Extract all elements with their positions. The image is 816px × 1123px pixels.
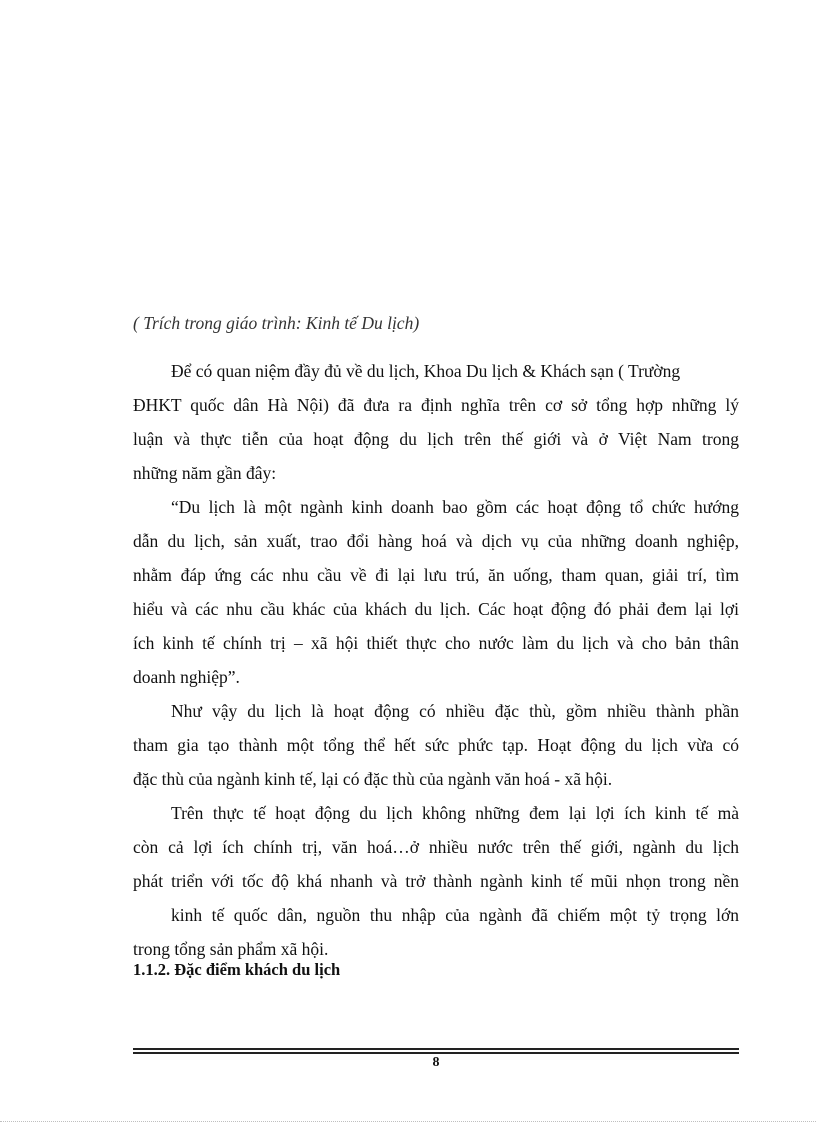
- page-number: 8: [432, 1055, 440, 1070]
- paragraph-line: còn cả lợi ích chính trị, văn hoá…ở nhiều nước trên thế giới, ngành du lịch: [133, 837, 739, 857]
- paragraph-line: kinh tế quốc dân, nguồn thu nhập của ngành đã chiếm một tỷ trọng lớn: [171, 905, 739, 925]
- footer-rule-top: [133, 1048, 739, 1050]
- section-heading: 1.1.2. Đặc điểm khách du lịch: [133, 960, 341, 979]
- paragraph-line: phát triển với tốc độ khá nhanh và trở thành ngành kinh tế mũi nhọn trong nền: [133, 871, 739, 891]
- citation: ( Trích trong giáo trình: Kinh tế Du lịch): [133, 313, 420, 333]
- paragraph-line: tham gia tạo thành một tổng thể hết sức phức tạp. Hoạt động du lịch vừa có: [133, 735, 739, 755]
- paragraph-line: luận và thực tiễn của hoạt động du lịch trên thế giới và ở Việt Nam trong: [133, 429, 739, 449]
- quote-line: nhằm đáp ứng các nhu cầu về đi lại lưu trú, ăn uống, tham quan, giải trí, tìm: [133, 565, 739, 585]
- paragraph-line: đặc thù của ngành kinh tế, lại có đặc thù của ngành văn hoá - xã hội.: [133, 769, 613, 789]
- quote-line: doanh nghiệp”.: [133, 667, 240, 687]
- paragraph-line: Trên thực tế hoạt động du lịch không những đem lại lợi ích kinh tế mà: [171, 803, 739, 823]
- page-bottom-dotted-edge: [0, 1121, 816, 1122]
- quote-line: “Du lịch là một ngành kinh doanh bao gồm các hoạt động tổ chức hướng: [171, 497, 739, 517]
- quote-line: ích kinh tế chính trị – xã hội thiết thực cho nước làm du lịch và cho bản thân: [133, 633, 739, 653]
- quote-line: dẫn du lịch, sản xuất, trao đổi hàng hoá và dịch vụ của những doanh nghiệp,: [133, 531, 739, 551]
- quote-line: hiểu và các nhu cầu khác của khách du lịch. Các hoạt động đó phải đem lại lợi: [133, 599, 739, 619]
- paragraph-line: Để có quan niệm đầy đủ về du lịch, Khoa Du lịch & Khách sạn ( Trường: [171, 361, 681, 381]
- paragraph-line: những năm gần đây:: [133, 463, 277, 483]
- paragraph-line: Như vậy du lịch là hoạt động có nhiều đặc thù, gồm nhiều thành phần: [171, 701, 739, 721]
- paragraph-line: trong tổng sản phẩm xã hội.: [133, 939, 329, 959]
- paragraph-line: ĐHKT quốc dân Hà Nội) đã đưa ra định nghĩa trên cơ sở tổng hợp những lý: [133, 395, 739, 415]
